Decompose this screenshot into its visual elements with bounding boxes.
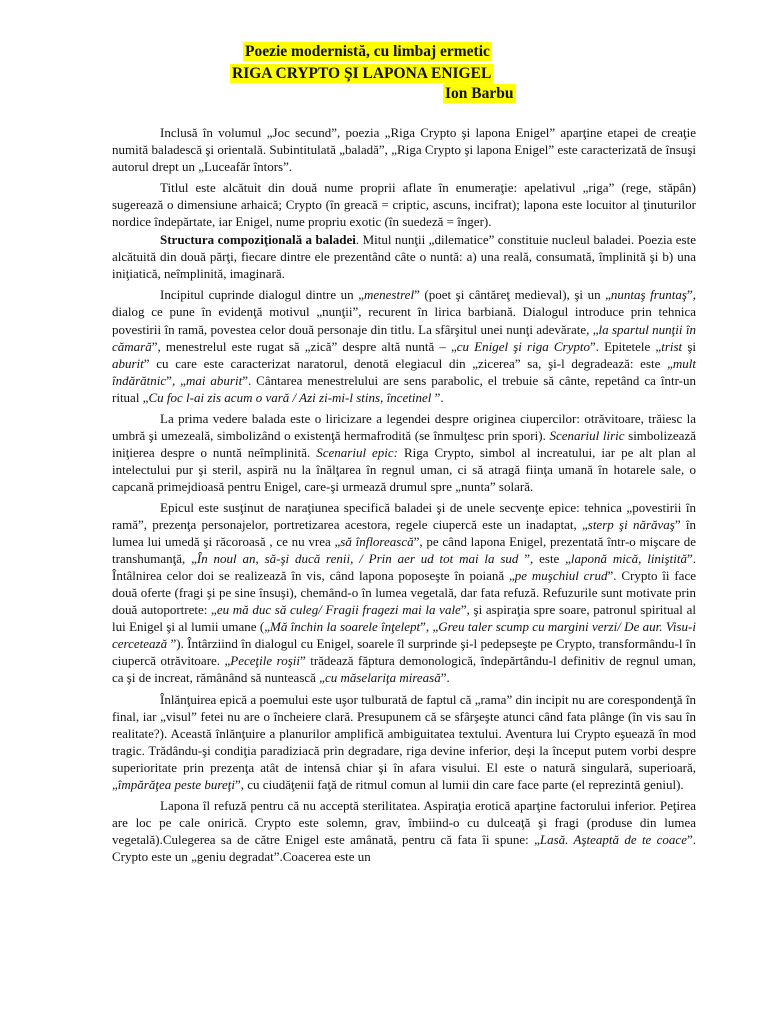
title-subtitle: Poezie modernistă, cu limbaj ermetic — [245, 43, 490, 60]
paragraph-text: Lapona îl refuză pentru că nu acceptă sterilitatea. Aspiraţia erotică aparţine factorului inferior. Peţirea are loc pe cale onirică. Crypto este solemn, grav, îmbiind-o cu dulceaţă şi fragi (produse din lumea vegetală).Culegerea sa de către Enigel este amânată, pentru că fata îi spune: „ — [112, 797, 696, 847]
paragraph-text: ” (poet şi cântăreţ medieval), şi un „ — [414, 287, 611, 303]
paragraph-text: ”, cu ciudăţenii faţă de ritmul comun al lumii din care face parte (el reprezintă geniul). — [235, 776, 684, 792]
paragraph-text: Inclusă în volumul „Joc secund”, poezia „Riga Crypto şi lapona Enigel” aparţine etapei de creaţie numită baladescă şi orientală. Subintitulată „baladă”, „Riga Crypto şi lapona Enigel” este caracterizată de însuşi autorul drept un „Luceafăr întors”. — [112, 125, 696, 175]
italic-quote: menestrel — [364, 287, 415, 303]
italic-quote: Lasă. Aşteaptă de te coace — [539, 831, 687, 847]
italic-quote: eu mă duc să culeg/ Fragii fragezi mai la vale — [216, 602, 461, 618]
title-author: Ion Barbu — [445, 85, 514, 102]
italic-quote: la spartul nunţii în cămară — [112, 321, 696, 354]
paragraph-text: ”, menestrelul este rugat să „zică” despre altă nuntă – „ — [151, 338, 457, 354]
paragraph-text: La prima vedere balada este o liricizare a legendei despre originea ciupercilor: otrăvitoare, trăiesc la umbră şi umezeală, simbolizând o existenţă hermafrodită (se înmulţesc prin spori). — [112, 410, 696, 443]
paragraph-text: ”. Epitetele „ — [589, 338, 662, 354]
document-body — [112, 124, 696, 869]
paragraph-text: Înlănţuirea epică a poemului este uşor tulburată de faptul că „rama” din incipit nu are corespondenţă în final, iar „visul” fetei nu are o încheiere clară. Presupunem că se sfârşeşte atunci când fata plânge (în vis sau în realitate?). Această înlănţuire a planurilor amplifică ambiguitatea textului. Aventura lui Crypto eşuează în mod tragic. Trădându-şi condiţia paradiziacă prin degradare, riga devine inferior, deşi la început putem vorbi despre superioritate prin prezenţa atât de intensă chiar şi în afara visului. El este o natură singulară, superioară, „ — [112, 691, 696, 792]
paragraph-text: ”. Crypto îi face două oferte (fragi şi pe sine însuşi), chemând-o în lumea vegetală, dar fata refuză. Refuzurile sunt motivate prin două autoportrete: „ — [112, 568, 696, 618]
paragraph-text: simbolizează iniţierea despre o nuntă neîmplinită. — [112, 427, 696, 460]
italic-quote: mai aburit — [185, 372, 243, 388]
bold-heading: Structura compoziţională a baladei — [160, 232, 356, 248]
paragraph-text: ” cu care este caracterizat naratorul, denotă elegiacul din „zicerea” sa, şi-l degradează: este „ — [143, 355, 673, 371]
italic-quote: pe muşchiul crud — [514, 568, 608, 584]
paragraph-text: ”. — [440, 670, 450, 686]
paragraph-text: ”, şi aspiraţia spre soare, patronul spiritual al lui Enigel şi al lumii umane („ — [112, 602, 696, 635]
italic-quote: Scenariul epic: — [316, 444, 399, 460]
paragraph-text: ”, dialog ce pune în evidenţă motivul „nunţii”, recurent în lirica barbiană. Dialogul introduce prin tehnica povestirii în ramă, povestea celor două personaje din titlu. La sfârşitul unei nunţi adevărate, „ — [112, 287, 697, 337]
paragraph — [112, 410, 696, 495]
paragraph-text: ”, pe când lapona Enigel, prezentată într-o mişcare de transhumanţă, „ — [112, 534, 696, 567]
italic-quote: nuntaş fruntaş — [610, 287, 687, 303]
paragraph-text: . Mitul nunţii „dilematice” constituie nucleul baladei. Poezia este alcătuită din două părţi, fiecare dintre ele prezentând câte o nuntă: a) una reală, consumată, împlinită şi b) una iniţiatică, neîmplinită, imaginară. — [112, 232, 696, 282]
paragraph — [112, 179, 696, 230]
paragraph-text: Epicul este susţinut de naraţiunea specifică baladei şi de unele secvenţe epice: tehnica „povestirii în ramă”, prezenţa personajelor, portretizarea acestora, regele ciupercă este un inadaptat, „ — [112, 499, 696, 533]
paragraph-text: ”. — [431, 389, 444, 405]
italic-quote: Mă închin la soarele înţelept — [270, 619, 421, 635]
italic-quote: să înflorească — [340, 534, 414, 550]
italic-quote: cu măselariţa mireasă — [324, 670, 441, 686]
paragraph-text: ”. Crypto este un „geniu degradat”.Coacerea este un — [112, 831, 697, 864]
paragraph-text: ”. Cântarea menestrelului are sens parabolic, el trebuie să cânte, repetând ca într-un ritual „ — [112, 372, 696, 405]
paragraph-text: Incipitul cuprinde dialogul dintre un „ — [160, 287, 364, 303]
italic-quote: trist — [661, 338, 683, 354]
paragraph — [112, 691, 696, 793]
italic-quote: Scenariul liric — [549, 427, 625, 443]
paragraph — [112, 499, 696, 687]
italic-quote: mult îndărătnic — [112, 355, 696, 388]
paragraph-text: ”, este „ — [518, 551, 571, 567]
paragraph-text: Titlul este alcătuit din două nume proprii aflate în enumeraţie: apelativul „riga” (rege, stăpân) sugerează o dimensiune arhaică; Crypto (în greacă = criptic, ascuns, incifrat); lapona este locuitor al ţinuturilor nordice îndepărtate, iar Enigel, nume propriu exotic (în suedeză = înger). — [112, 180, 696, 230]
paragraph — [112, 286, 696, 405]
italic-quote: laponă mică, liniştită — [570, 551, 687, 567]
title-main: RIGA CRYPTO ŞI LAPONA ENIGEL — [232, 65, 492, 82]
paragraph — [112, 231, 696, 282]
paragraph-text: ”, „ — [420, 619, 439, 635]
paragraph — [112, 124, 696, 175]
paragraph-text: Riga Crypto, simbol al increatului, iar pe alt plan al intelectului pur şi steril, aspiră nu la înălţarea în regnul uman, ci să atragă fiinţa umană în hotarele sale, o capcană primejdioasă pentru Enigel, care-şi urmează drumul spre „nunta” solară. — [112, 444, 697, 494]
paragraph-text: ” trădează făptura demonologică, îndepărtându-l definitiv de regnul uman, ca şi de increat, rămânând să nuntească „ — [112, 653, 696, 686]
italic-quote: cu Enigel şi riga Crypto — [456, 338, 590, 354]
italic-quote: Peceţile roşii — [230, 653, 300, 669]
italic-quote: Greu taler scump cu margini verzi/ De aur. Visu-i cercetează — [112, 619, 696, 652]
italic-quote: În noul an, să-şi ducă renii, / Prin aer ud tot mai la sud — [196, 551, 519, 567]
italic-quote: sterp şi nărăvaş — [587, 517, 675, 533]
paragraph — [112, 797, 696, 865]
italic-quote: Cu foc l-ai zis acum o vară / Azi zi-mi-l stins, încetinel — [148, 389, 432, 405]
paragraph-text: ”. Întâlnirea celor doi se realizează în vis, când lapona poposeşte în poiană „ — [112, 551, 696, 584]
paragraph-text: ”, „ — [166, 372, 186, 388]
italic-quote: împărăţea peste bureţi — [117, 776, 236, 792]
paragraph-text: ” în lumea lui umedă şi răcoroasă , ce nu vrea „ — [112, 517, 697, 550]
paragraph-text: şi — [682, 338, 696, 354]
italic-quote: aburit — [112, 355, 144, 371]
paragraph-text: ”). Întârziind în dialogul cu Enigel, soarele îl surprinde şi-l pedepseşte pe Crypto, transformându-l în ciupercă otrăvitoare. „ — [112, 636, 696, 669]
